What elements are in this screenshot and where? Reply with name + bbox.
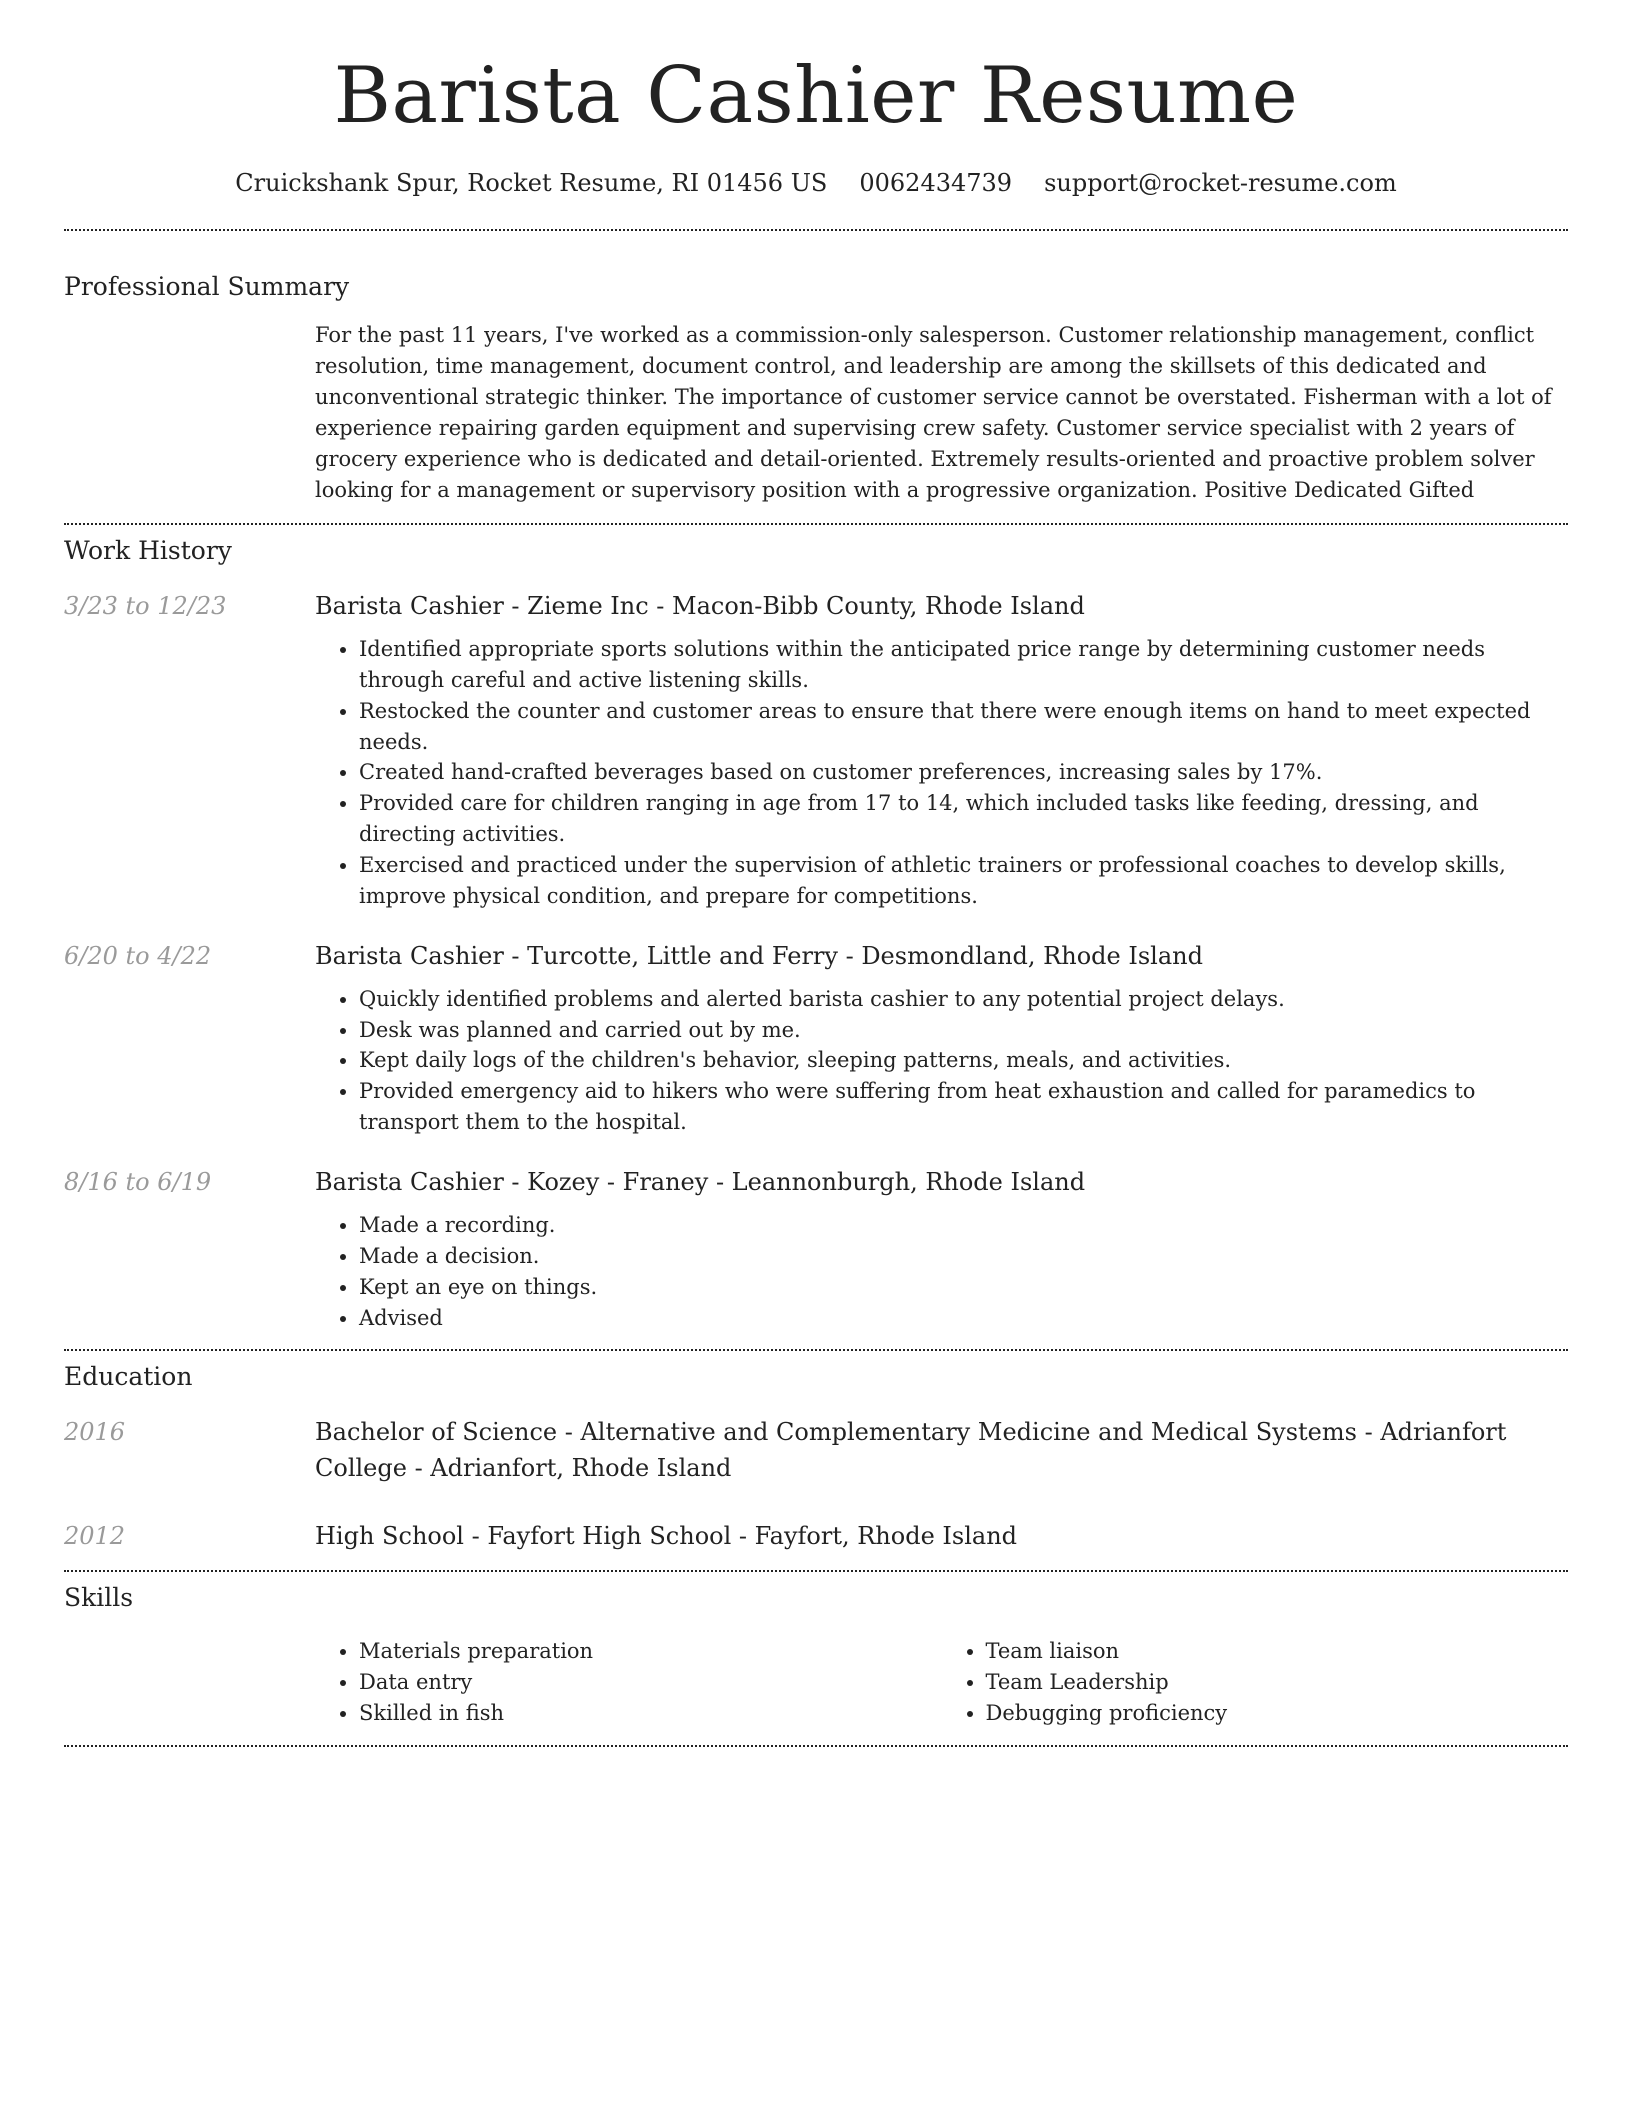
contact-phone: 0062434739 [859, 168, 1013, 197]
skills-column-2 [942, 1636, 1569, 1729]
job-title: Barista Cashier - Kozey - Franey - Leannonburgh, Rhode Island [315, 1167, 1086, 1196]
skills-grid [315, 1636, 1568, 1729]
summary-row [64, 320, 1568, 505]
work-history-section [64, 525, 1568, 1349]
job-dates: 3/23 to 12/23 [64, 591, 227, 620]
job-bullet: • Created hand-crafted beverages based on customer preferences, increasing sales by 17%. [359, 757, 1568, 788]
job-bullet: • Advised [359, 1303, 1568, 1334]
skill-item: • Data entry [359, 1667, 942, 1698]
job-bullet-list [315, 634, 1568, 912]
education-year: 2016 [64, 1417, 126, 1446]
skills-left-spacer [64, 1636, 315, 1729]
job-bullet: • Desk was planned and carried out by me. [359, 1015, 1568, 1046]
job-bullet: • Exercised and practiced under the supervision of athletic trainers or professional coaches to develop skills, improve physical condition, and prepare for competitions. [359, 850, 1568, 912]
job-entry [64, 1164, 1568, 1333]
skill-item: • Team liaison [986, 1636, 1569, 1667]
summary-section [64, 231, 1568, 524]
job-bullet: • Made a decision. [359, 1241, 1568, 1272]
education-entry [64, 1518, 1568, 1554]
job-details [315, 588, 1568, 912]
skill-item: • Team Leadership [986, 1667, 1569, 1698]
skill-item: • Skilled in fish [359, 1698, 942, 1729]
education-details [315, 1518, 1568, 1554]
summary-text: For the past 11 years, I've worked as a commission-only salesperson. Customer relationship management, conflict resolution, time management, document control, and leadership are among the skillsets of this dedicated and unconventional strategic thinker. The importance of customer service cannot be overstated. Fisherman with a lot of experience repairing garden equipment and supervising crew safety. Customer service specialist with 2 years of grocery experience who is dedicated and detail-oriented. Extremely results-oriented and proactive problem solver looking for a management or supervisory position with a progressive organization. Positive Dedicated Gifted [315, 323, 1552, 502]
contact-info [64, 168, 1568, 199]
job-dates: 6/20 to 4/22 [64, 941, 212, 970]
job-details [315, 938, 1568, 1138]
job-entry [64, 588, 1568, 912]
education-year: 2012 [64, 1521, 126, 1550]
education-heading: Education [64, 1362, 193, 1392]
job-bullet: • Provided care for children ranging in age from 17 to 14, which included tasks like feeding, dressing, and directing activities. [359, 788, 1568, 850]
job-bullet-list [315, 984, 1568, 1138]
contact-address: Cruickshank Spur, Rocket Resume, RI 01456 US [235, 168, 828, 197]
education-section [64, 1351, 1568, 1570]
job-bullet: • Kept daily logs of the children's behavior, sleeping patterns, meals, and activities. [359, 1045, 1568, 1076]
job-bullet-list [315, 1210, 1568, 1333]
job-dates: 8/16 to 6/19 [64, 1167, 212, 1196]
summary-content [315, 320, 1568, 505]
job-bullet: • Quickly identified problems and alerted barista cashier to any potential project delays. [359, 984, 1568, 1015]
skills-column-1 [315, 1636, 942, 1729]
resume-header [64, 0, 1568, 199]
contact-email: support@rocket-resume.com [1044, 168, 1397, 197]
job-bullet: • Provided emergency aid to hikers who were suffering from heat exhaustion and called for paramedics to transport them to the hospital. [359, 1076, 1568, 1138]
job-entry [64, 938, 1568, 1138]
education-details [315, 1414, 1568, 1486]
job-bullet: • Made a recording. [359, 1210, 1568, 1241]
skills-row [64, 1636, 1568, 1729]
skills-section [64, 1572, 1568, 1745]
job-bullet: • Identified appropriate sports solutions within the anticipated price range by determining customer needs through careful and active listening skills. [359, 634, 1568, 696]
summary-heading: Professional Summary [64, 271, 350, 301]
section-divider [64, 1745, 1568, 1747]
resume-title: Barista Cashier Resume [333, 51, 1299, 141]
education-entry [64, 1414, 1568, 1486]
education-title: Bachelor of Science - Alternative and Complementary Medicine and Medical Systems - Adrianfort College - Adrianfort, Rhode Island [315, 1417, 1507, 1482]
skill-item: • Materials preparation [359, 1636, 942, 1667]
work-history-heading: Work History [64, 536, 232, 566]
job-title: Barista Cashier - Turcotte, Little and Ferry - Desmondland, Rhode Island [315, 941, 1203, 970]
job-title: Barista Cashier - Zieme Inc - Macon-Bibb County, Rhode Island [315, 591, 1085, 620]
summary-left-spacer [64, 320, 315, 505]
job-bullet: • Kept an eye on things. [359, 1272, 1568, 1303]
job-details [315, 1164, 1568, 1333]
education-title: High School - Fayfort High School - Fayfort, Rhode Island [315, 1521, 1018, 1550]
skill-item: • Debugging proficiency [986, 1698, 1569, 1729]
job-bullet: • Restocked the counter and customer areas to ensure that there were enough items on hand to meet expected needs. [359, 696, 1568, 758]
skills-heading: Skills [64, 1582, 134, 1612]
